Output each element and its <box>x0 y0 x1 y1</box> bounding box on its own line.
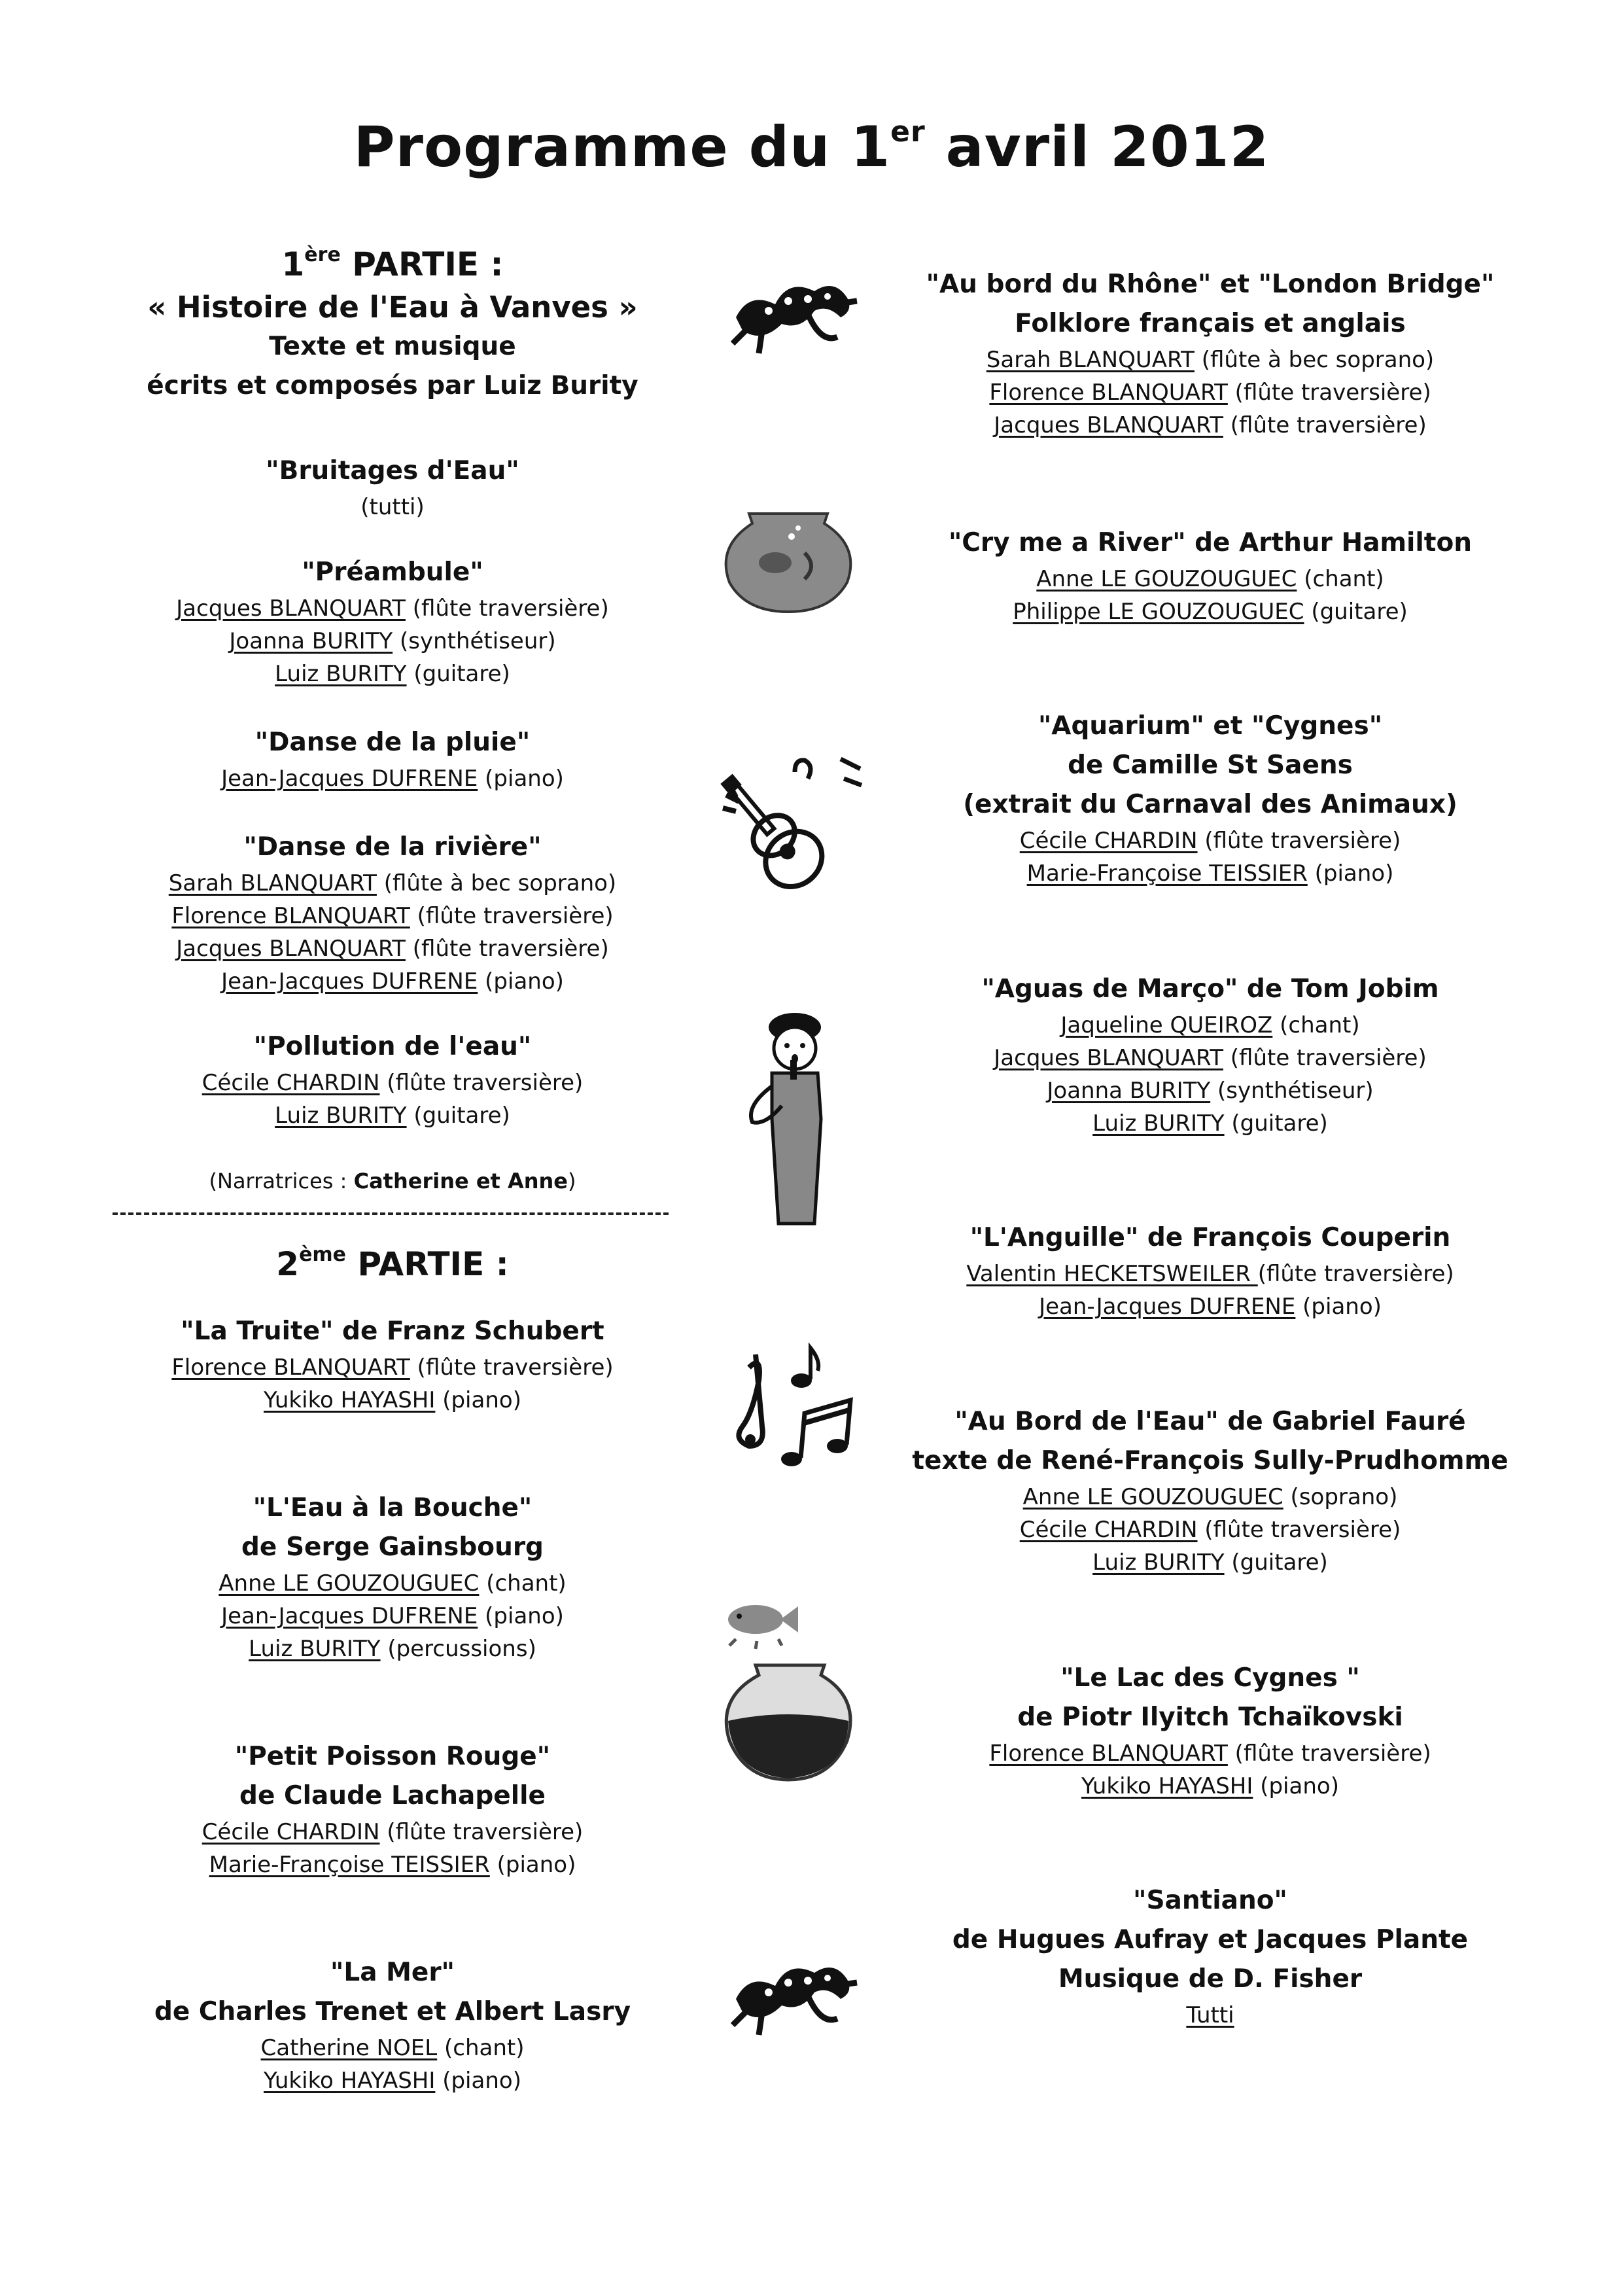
piece-aguas-marco: "Aguas de Março" de Tom Jobim Jaqueline QUEIROZ (chant) Jacques BLANQUART (flûte traversière) Joanna BURITY (synthétiseur) Luiz BURITY (guitare) <box>981 974 1439 1137</box>
narratrices-note: (Narratrices : Catherine et Anne) <box>209 1169 576 1193</box>
piece-danse-riviere: "Danse de la rivière" Sarah BLANQUART (flûte à bec soprano) Florence BLANQUART (flûte traversière) Jacques BLANQUART (flûte traversière) Jean-Jacques DUFRENE (piano) <box>168 832 617 995</box>
piece-aquarium: "Aquarium" et "Cygnes" de Camille St Saens (extrait du Carnaval des Animaux) Cécile CHARDIN (flûte traversière) Marie-Françoise TEISSIER (piano) <box>963 711 1457 887</box>
piece-eau-bouche: "L'Eau à la Bouche" de Serge Gainsbourg Anne LE GOUZOUGUEC (chant) Jean-Jacques DUFRENE (piano) Luiz BURITY (percussions) <box>218 1493 567 1662</box>
right-column <box>870 0 1550 2296</box>
piece-la-truite: "La Truite" de Franz Schubert Florence BLANQUART (flûte traversière) Yukiko HAYASHI (piano) <box>171 1316 614 1413</box>
part2-heading: 2ème PARTIE : <box>276 1243 509 1283</box>
piece-lac-cygnes: "Le Lac des Cygnes " de Piotr Ilyitch Tchaïkovski Florence BLANQUART (flûte traversière) Yukiko HAYASHI (piano) <box>989 1663 1431 1799</box>
piece-bruitages: "Bruitages d'Eau" (tutti) <box>266 456 519 520</box>
piece-preambule: "Préambule" Jacques BLANQUART (flûte traversière) Joanna BURITY (synthétiseur) Luiz BURITY (guitare) <box>176 557 609 687</box>
fish-jumping-icon <box>710 1583 873 1793</box>
piece-cry-me-a-river: "Cry me a River" de Arthur Hamilton Anne LE GOUZOUGUEC (chant) Philippe LE GOUZOUGUEC (guitare) <box>948 528 1472 625</box>
music-notes-icon <box>723 1341 867 1479</box>
singer-icon <box>733 1008 850 1230</box>
piece-santiano: "Santiano" de Hugues Aufray et Jacques Plante Musique de D. Fisher Tutti <box>952 1886 1469 2028</box>
piece-bord-rhone: "Au bord du Rhône" et "London Bridge" Folklore français et anglais Sarah BLANQUART (flûte à bec soprano) Florence BLANQUART (flûte traversière) Jacques BLANQUART (flûte traversière) <box>926 270 1495 438</box>
left-column <box>92 0 693 2296</box>
fishbowl-icon <box>713 501 864 615</box>
piece-la-mer: "La Mer" de Charles Trenet et Albert Lasry Catherine NOEL (chant) Yukiko HAYASHI (piano) <box>154 1958 631 2094</box>
piece-petit-poisson: "Petit Poisson Rouge" de Claude Lachapelle Cécile CHARDIN (flûte traversière) Marie-Françoise TEISSIER (piano) <box>201 1742 584 1878</box>
part1-heading: 1ère PARTIE : « Histoire de l'Eau à Vanves » Texte et musique écrits et composés par Luiz Burity <box>147 243 638 400</box>
piece-pollution: "Pollution de l'eau" Cécile CHARDIN (flûte traversière) Luiz BURITY (guitare) <box>201 1032 584 1129</box>
lizard-icon <box>723 265 867 363</box>
lizard-icon <box>723 1947 867 2045</box>
part-separator <box>113 1212 669 1215</box>
page-title: Programme du 1er avril 2012 <box>353 115 1270 180</box>
piece-bord-eau: "Au Bord de l'Eau" de Gabriel Fauré texte de René-François Sully-Prudhomme Anne LE GOUZOUGUEC (soprano) Cécile CHARDIN (flûte traversière) Luiz BURITY (guitare) <box>912 1407 1509 1576</box>
guitar-icon <box>710 746 873 896</box>
piece-danse-pluie: "Danse de la pluie" Jean-Jacques DUFRENE (piano) <box>221 728 564 792</box>
piece-anguille: "L'Anguille" de François Couperin Valentin HECKETSWEILER (flûte traversière) Jean-Jacques DUFRENE (piano) <box>966 1223 1454 1320</box>
